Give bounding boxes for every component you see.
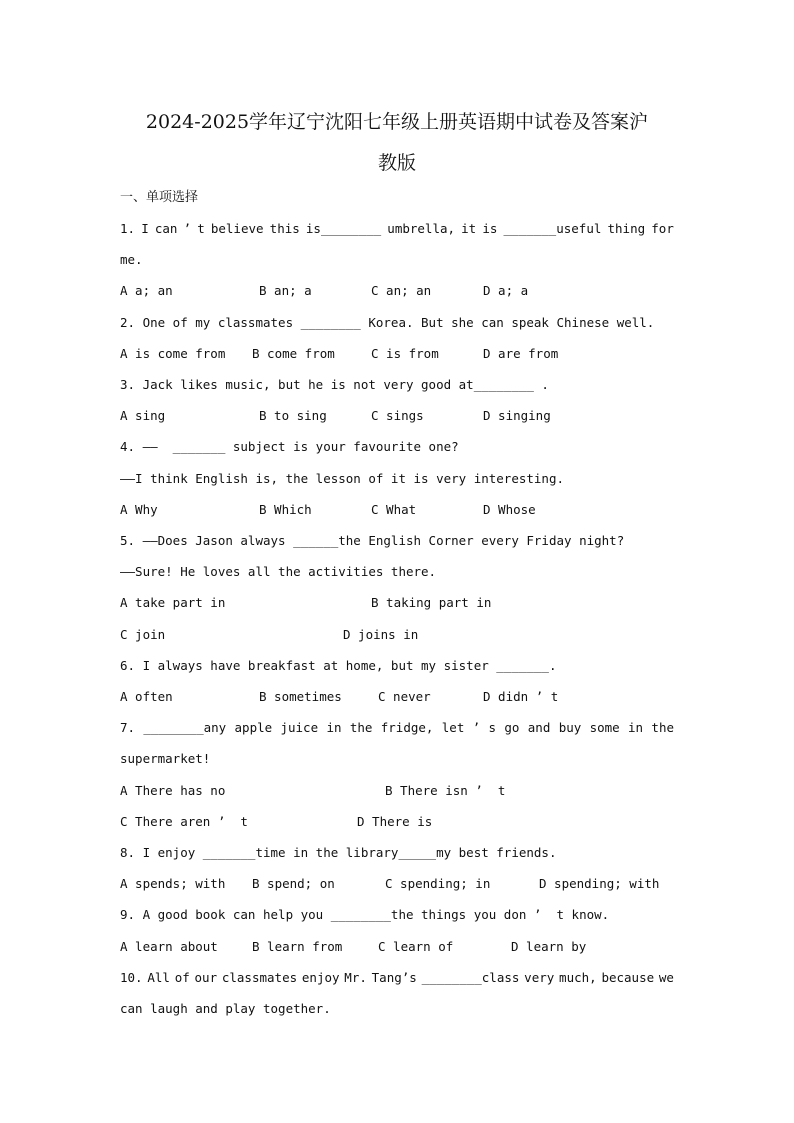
question-1-option-d: D a; a <box>483 283 529 298</box>
question-1-option-b: B an; a <box>259 283 312 298</box>
question-7-option-d: D There is <box>357 814 433 829</box>
question-4-option-d: D Whose <box>483 502 536 517</box>
question-4-option-a: A Why <box>120 502 158 517</box>
question-9-option-b: B learn from <box>252 939 343 954</box>
question-3-stem: 3. Jack likes music, but he is not very good at________ . <box>120 377 549 392</box>
question-7-option-b: B There isn ’ t <box>385 783 506 798</box>
question-5-stem-reply: ——Sure! He loves all the activities there. <box>120 564 437 579</box>
question-8-stem: 8. I enjoy _______time in the library_____my best friends. <box>120 845 557 860</box>
question-8-option-b: B spend; on <box>252 876 335 891</box>
question-9-option-d: D learn by <box>511 939 587 954</box>
question-9-stem: 9. A good book can help you ________the things you don ’ t know. <box>120 907 610 922</box>
question-6-option-c: C never <box>378 689 431 704</box>
question-4-stem: 4. —— _______ subject is your favourite one? <box>120 439 459 454</box>
question-2-option-c: C is from <box>371 346 439 361</box>
question-6-option-b: B sometimes <box>259 689 342 704</box>
question-2-stem: 2. One of my classmates ________ Korea. But she can speak Chinese well. <box>120 315 655 330</box>
question-1-option-c: C an; an <box>371 283 432 298</box>
question-6-option-a: A often <box>120 689 173 704</box>
question-5-option-a: A take part in <box>120 595 226 610</box>
question-10-stem-continued: can laugh and play together. <box>120 1001 331 1016</box>
question-4-stem-reply: ——I think English is, the lesson of it is very interesting. <box>120 471 565 486</box>
question-3-option-a: A sing <box>120 408 166 423</box>
question-8-option-a: A spends; with <box>120 876 226 891</box>
question-7-stem: 7. ________any apple juice in the fridge, let ’ s go and buy some in the <box>120 720 674 735</box>
question-5-option-d: D joins in <box>343 627 419 642</box>
question-2-option-b: B come from <box>252 346 335 361</box>
question-2-option-d: D are from <box>483 346 559 361</box>
question-9-option-c: C learn of <box>378 939 454 954</box>
question-2-option-a: A is come from <box>120 346 226 361</box>
question-8-option-c: C spending; in <box>385 876 491 891</box>
question-4-option-b: B Which <box>259 502 312 517</box>
question-3-option-c: C sings <box>371 408 424 423</box>
page-title-line-2: 教版 <box>377 152 416 174</box>
question-5-stem: 5. ——Does Jason always ______the English Corner every Friday night? <box>120 533 625 548</box>
question-1-stem-continued: me. <box>120 252 143 267</box>
question-7-option-a: A There has no <box>120 783 226 798</box>
question-1-stem: 1. I can ’ t believe this is________ umbrella, it is _______useful thing for <box>120 221 674 236</box>
question-1-option-a: A a; an <box>120 283 173 298</box>
question-5-option-b: B taking part in <box>371 595 492 610</box>
question-5-option-c: C join <box>120 627 166 642</box>
question-10-stem: 10. All of our classmates enjoy Mr. Tang’s ________class very much, because we <box>120 970 674 985</box>
question-9-option-a: A learn about <box>120 939 218 954</box>
question-3-option-d: D singing <box>483 408 551 423</box>
page-title-line-1: 2024-2025学年辽宁沈阳七年级上册英语期中试卷及答案沪 <box>145 111 649 133</box>
question-6-stem: 6. I always have breakfast at home, but my sister _______. <box>120 658 557 673</box>
question-6-option-d: D didn ’ t <box>483 689 559 704</box>
question-7-option-c: C There aren ’ t <box>120 814 248 829</box>
section-heading: 一、单项选择 <box>120 190 199 205</box>
question-7-stem-continued: supermarket! <box>120 751 211 766</box>
question-3-option-b: B to sing <box>259 408 327 423</box>
question-4-option-c: C What <box>371 502 417 517</box>
question-8-option-d: D spending; with <box>539 876 660 891</box>
